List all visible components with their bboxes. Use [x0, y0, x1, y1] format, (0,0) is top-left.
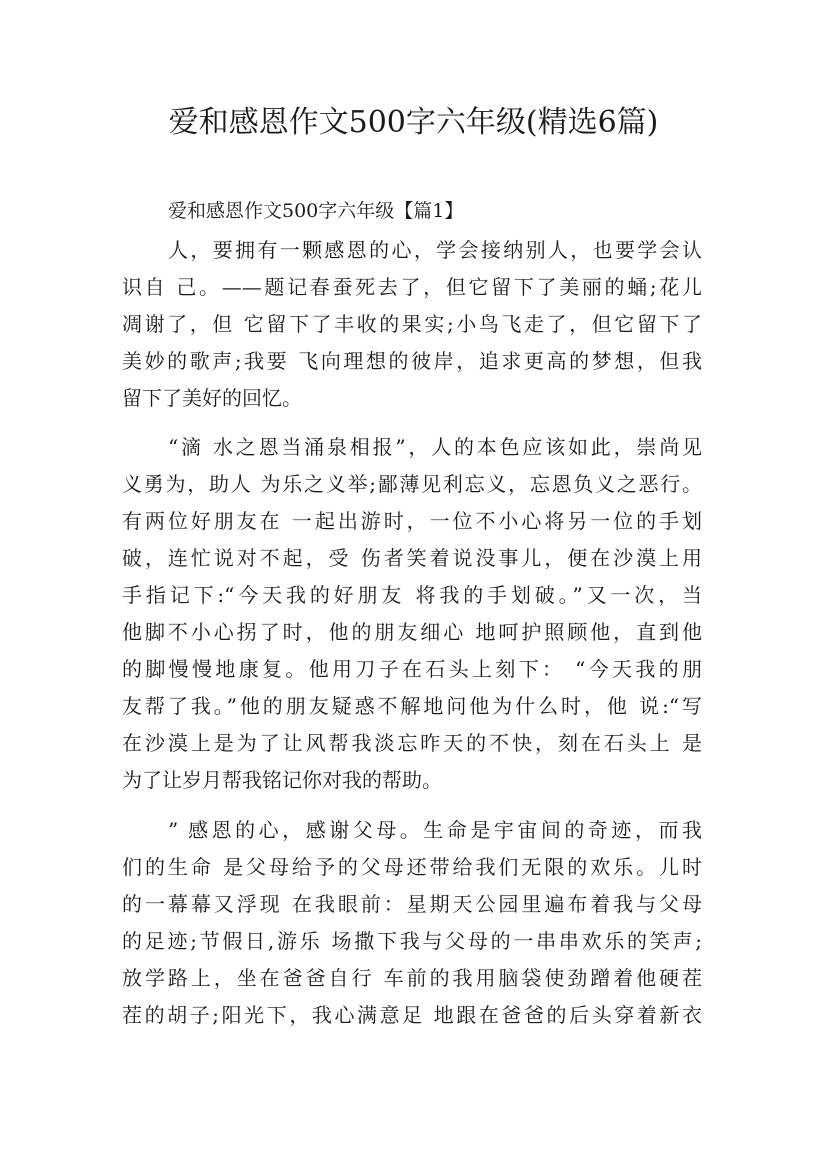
paragraph-line: 识自 己。——题记春蚕死去了，但它留下了美丽的蛹;花儿: [122, 275, 702, 299]
paragraph-line: 破，连忙说对不起，受 伤者笑着说没事儿，便在沙漠上用: [122, 546, 702, 570]
section-heading: 爱和感恩作文500字六年级【篇1】: [168, 200, 464, 222]
paragraph-line: 茬的胡子;阳光下，我心满意足 地跟在爸爸的后头穿着新衣: [122, 1003, 702, 1027]
paragraph-line: 为了让岁月帮我铭记你对我的帮助。: [122, 768, 442, 792]
paragraph-line: 美妙的歌声;我要 飞向理想的彼岸，追求更高的梦想，但我: [122, 349, 702, 373]
paragraph-line: 在沙漠上是为了让风帮我淡忘昨天的不快，刻在石头上 是: [122, 731, 702, 755]
paragraph-line: 放学路上，坐在爸爸自行 车前的我用脑袋使劲蹭着他硬茬: [122, 966, 702, 990]
paragraph-line: 人，要拥有一颗感恩的心，学会接纳别人，也要学会认: [168, 238, 702, 262]
paragraph-line: 有两位好朋友在 一起出游时，一位不小心将另一位的手划: [122, 509, 702, 533]
paragraph-line: 凋谢了，但 它留下了丰收的果实;小鸟飞走了，但它留下了: [122, 312, 702, 336]
paragraph-line: 友帮了我。”他的朋友疑惑不解地问他为什么时，他 说:“写: [122, 694, 702, 718]
document-title: 爱和感恩作文500字六年级(精选6篇): [168, 105, 659, 140]
paragraph-line: 们的生命 是父母给予的父母还带给我们无限的欢乐。儿时: [122, 855, 702, 879]
paragraph-line: 的脚慢慢地康复。他用刀子在石头上刻下： “今天我的朋: [122, 657, 702, 681]
paragraph-line: “滴 水之恩当涌泉相报”，人的本色应该如此，崇尚见: [168, 435, 702, 459]
paragraph-line: ” 感恩的心，感谢父母。生命是宇宙间的奇迹，而我: [168, 818, 702, 842]
paragraph-line: 义勇为，助人 为乐之义举;鄙薄见利忘义，忘恩负义之恶行。: [122, 472, 702, 496]
paragraph-line: 的一幕幕又浮现 在我眼前：星期天公园里遍布着我与父母: [122, 892, 702, 916]
paragraph-line: 他脚不小心拐了时，他的朋友细心 地呵护照顾他，直到他: [122, 620, 702, 644]
paragraph-line: 留下了美好的回忆。: [122, 386, 302, 410]
paragraph-line: 手指记下:“今天我的好朋友 将我的手划破。”又一次，当: [122, 583, 702, 607]
paragraph-line: 的足迹;节假日,游乐 场撒下我与父母的一串串欢乐的笑声;: [122, 929, 702, 953]
